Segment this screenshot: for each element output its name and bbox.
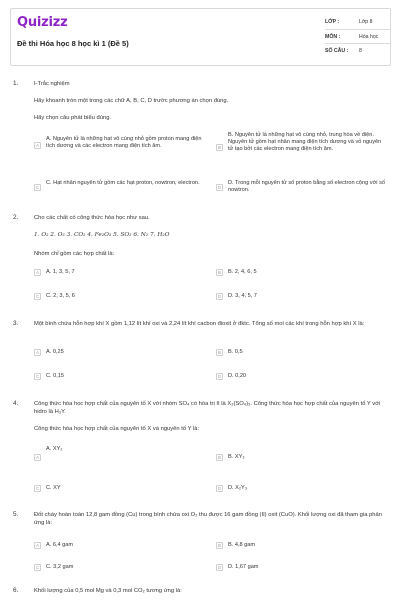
quizizz-logo: Quizizz — [17, 15, 68, 30]
option-letter-box[interactable]: A — [34, 269, 41, 276]
option-text: A. Nguyên tử là những hạt vô cùng nhỏ gồm proton mang điện tích dương và các electron mang điện tích âm. — [46, 136, 202, 150]
question-number: 5. — [13, 511, 19, 518]
option-b[interactable] — [216, 132, 392, 168]
option-b[interactable] — [216, 454, 392, 462]
option-text: D. 1,67 gam — [228, 564, 259, 570]
meta-row-subject — [325, 30, 391, 45]
option-b[interactable] — [216, 269, 392, 277]
option-d[interactable] — [216, 564, 392, 572]
option-letter-box[interactable]: C — [35, 294, 40, 299]
option-text: D. X₂Y₃ — [228, 485, 248, 491]
question-number: 4. — [13, 400, 19, 407]
option-b[interactable] — [216, 349, 392, 357]
option-letter-box[interactable]: B — [216, 454, 223, 461]
option-letter-box[interactable]: C — [35, 185, 40, 190]
option-letter-box[interactable]: D — [217, 185, 222, 190]
option-text: B. 0,5 — [228, 349, 243, 355]
option-text: A. XY₂ — [46, 446, 63, 452]
meta-key: LỚP : — [325, 19, 340, 25]
meta-value: Hóa học — [359, 33, 379, 40]
question-title: Công thức hóa học hợp chất của nguyên tố X với nhóm SO₄ có hóa trị II là X₂(SO₄)₃. Công thức hóa học hợp chất của nguyên tố Y với hidro là H₃Y. — [34, 401, 381, 415]
option-letter-box[interactable]: B — [216, 144, 223, 151]
option-letter-box[interactable]: A — [34, 454, 41, 461]
meta-row-class — [325, 15, 391, 30]
option-letter-box[interactable]: C — [35, 565, 40, 570]
meta-value: Lớp 8 — [359, 19, 373, 25]
question-title: I-Trắc nghiệm — [34, 81, 70, 87]
option-text: A. 0,25 — [46, 349, 64, 355]
option-text: B. XY₃ — [228, 454, 245, 460]
option-text: C. XY — [46, 485, 61, 491]
option-d[interactable] — [216, 293, 392, 301]
option-a[interactable] — [34, 446, 212, 460]
exam-meta — [325, 15, 391, 61]
option-letter-box[interactable]: D — [217, 294, 222, 299]
option-text: B. Nguyên tử là những hạt vô cùng nhỏ, trung hòa về điện. Nguyên tử gồm hạt nhân mang điện tích dương và vỏ nguyên tử tạo bởi các electron mang điện tích âm. — [228, 132, 382, 153]
option-text: D. Trong mỗi nguyên tử số proton bằng số electron cộng với số nowtron. — [228, 180, 385, 194]
option-letter-box[interactable]: A — [34, 142, 41, 149]
option-d[interactable] — [216, 485, 392, 493]
option-text: C. 2, 3, 5, 6 — [46, 293, 75, 299]
option-c[interactable] — [34, 564, 212, 572]
option-b[interactable] — [216, 542, 392, 550]
option-a[interactable] — [34, 349, 212, 357]
meta-key: SỐ CÂU : — [325, 48, 349, 54]
option-a[interactable] — [34, 542, 212, 550]
question-instruction: Công thức hóa học hợp chất của nguyên tố X và nguyên tố Y là: — [34, 426, 200, 432]
meta-row-count — [325, 44, 391, 59]
option-text: C. Hạt nhân nguyên tử gồm các hạt proton, nowtron, electron. — [46, 180, 200, 186]
option-letter-box[interactable]: B — [216, 542, 223, 549]
question-number: 3. — [13, 320, 19, 327]
question-title: Khối lượng của 0,5 mol Mg và 0,3 mol CO₂ tương ứng là: — [34, 588, 182, 594]
option-letter-box[interactable]: D — [217, 374, 222, 379]
option-letter-box[interactable]: B — [216, 269, 223, 276]
worksheet-header — [10, 8, 391, 66]
question-number: 1. — [13, 80, 19, 87]
option-letter-box[interactable]: D — [217, 486, 222, 491]
option-a[interactable] — [34, 269, 212, 277]
option-letter-box[interactable]: C — [35, 374, 40, 379]
meta-value: 8 — [359, 48, 362, 54]
option-text: B. 2, 4, 6, 5 — [228, 269, 257, 275]
option-text: B. 4,8 gam — [228, 542, 256, 548]
formula-list: 1. O₂ 2. O₃ 3. CO₂ 4. Fe₂O₃ 5. SO₂ 6. N₂ 7. H₂O — [34, 232, 170, 238]
option-letter-box[interactable]: A — [34, 542, 41, 549]
option-c[interactable] — [34, 373, 212, 381]
question-number: 6. — [13, 587, 19, 594]
question-instruction: Hãy chọn câu phát biểu đúng. — [34, 115, 112, 121]
option-a[interactable] — [34, 136, 212, 164]
option-letter-box[interactable]: A — [34, 349, 41, 356]
option-text: A. 1, 3, 5, 7 — [46, 269, 75, 275]
question-instruction: Hãy khoanh tròn một trong các chữ A, B, C, D trước phương án chọn đúng. — [34, 98, 229, 104]
question-title: Đốt cháy hoàn toàn 12,8 gam đồng (Cu) trong bình chứa oxi O₂ thu được 16 gam đồng (II) oxit (CuO). Khối lượng oxi đã tham gia phản ứng là: — [34, 512, 382, 526]
option-text: C. 3,2 gam — [46, 564, 74, 570]
question-title: Cho các chất có công thức hóa học như sau. — [34, 215, 150, 221]
option-text: D. 3, 4, 5, 7 — [228, 293, 257, 299]
meta-key: MÔN : — [325, 33, 341, 40]
question-title: Một bình chứa hỗn hợp khí X gồm 1,12 lít khí oxi và 2,24 lít khí cacbon đioxit ở đktc. Tổng số mol các khí trong hỗn hợp khí X là: — [34, 321, 365, 327]
option-letter-box[interactable]: C — [35, 486, 40, 491]
question-number: 2. — [13, 214, 19, 221]
option-c[interactable] — [34, 485, 212, 493]
option-d[interactable] — [216, 180, 392, 198]
option-letter-box[interactable]: D — [217, 565, 222, 570]
option-d[interactable] — [216, 373, 392, 381]
option-text: A. 6,4 gam — [46, 542, 74, 548]
option-c[interactable] — [34, 180, 212, 198]
question-instruction: Nhóm chỉ gồm các hợp chất là: — [34, 251, 115, 257]
option-letter-box[interactable]: B — [216, 349, 223, 356]
option-text: C. 0,15 — [46, 373, 65, 379]
exam-title: Đề thi Hóa học 8 học kì 1 (Đề 5) — [17, 39, 129, 48]
option-text: D. 0,20 — [228, 373, 247, 379]
option-c[interactable] — [34, 293, 212, 301]
